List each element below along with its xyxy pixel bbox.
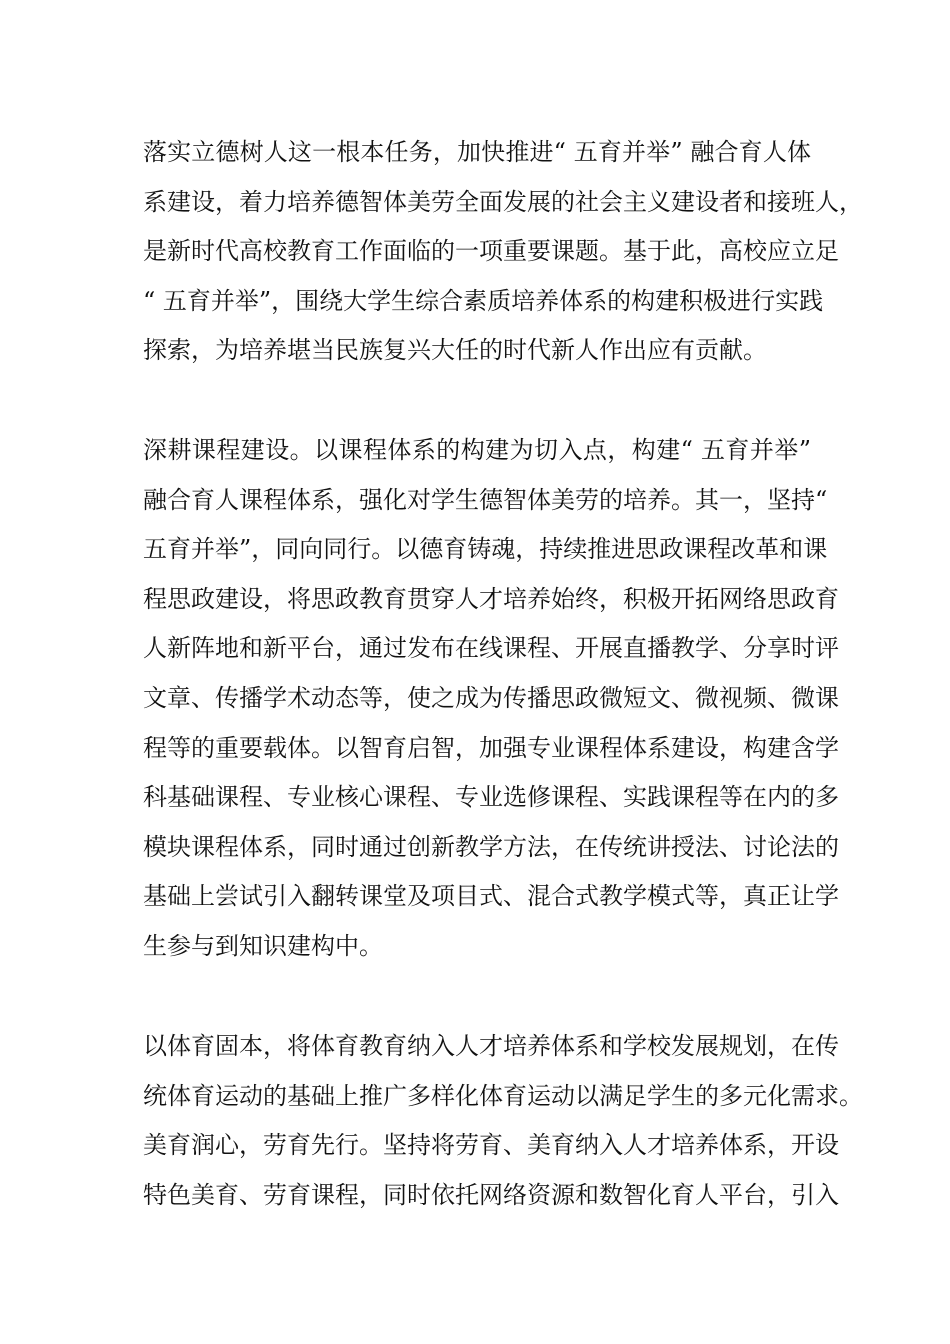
- paragraph-1: [143, 128, 863, 376]
- text-line: 系建设，着力培养德智体美劳全面发展的社会主义建设者和接班人，: [143, 187, 863, 216]
- text-line: 美育润心，劳育先行。坚持将劳育、美育纳入人才培养体系，开设: [143, 1131, 839, 1160]
- paragraph-3: [143, 1022, 863, 1220]
- text-line: 程等的重要载体。以智育启智，加强专业课程体系建设，构建含学: [143, 733, 839, 762]
- text-line: 落实立德树人这一根本任务，加快推进“ 五育并举” 融合育人体: [143, 138, 811, 166]
- text-line: 统体育运动的基础上推广多样化体育运动以满足学生的多元化需求。: [143, 1081, 863, 1110]
- paragraph-2: [143, 426, 839, 972]
- text-line: 是新时代高校教育工作面临的一项重要课题。基于此，高校应立足: [143, 237, 839, 266]
- text-line: 融合育人课程体系，强化对学生德智体美劳的培养。其一，坚持“: [143, 485, 828, 514]
- text-line: 人新阵地和新平台，通过发布在线课程、开展直播教学、分享时评: [143, 634, 839, 663]
- text-line: 基础上尝试引入翻转课堂及项目式、混合式教学模式等，真正让学: [143, 882, 839, 911]
- text-line: 文章、传播学术动态等，使之成为传播思政微短文、微视频、微课: [143, 683, 839, 712]
- text-line: “ 五育并举”，围绕大学生综合素质培养体系的构建积极进行实践: [143, 286, 824, 315]
- text-line: 五育并举”，同向同行。以德育铸魂，持续推进思政课程改革和课: [143, 535, 828, 564]
- text-line: 模块课程体系，同时通过创新教学方法，在传统讲授法、讨论法的: [143, 832, 839, 861]
- text-line: 探索，为培养堪当民族复兴大任的时代新人作出应有贡献。: [143, 336, 767, 365]
- text-line: 科基础课程、专业核心课程、专业选修课程、实践课程等在内的多: [143, 783, 839, 812]
- text-line: 以体育固本，将体育教育纳入人才培养体系和学校发展规划，在传: [143, 1032, 839, 1060]
- text-line: 程思政建设，将思政教育贯穿人才培养始终，积极开拓网络思政育: [143, 584, 839, 613]
- text-line: 深耕课程建设。以课程体系的构建为切入点，构建“ 五育并举”: [143, 436, 811, 464]
- text-line: 生参与到知识建构中。: [143, 931, 383, 960]
- text-line: 特色美育、劳育课程，同时依托网络资源和数智化育人平台，引入: [143, 1180, 839, 1209]
